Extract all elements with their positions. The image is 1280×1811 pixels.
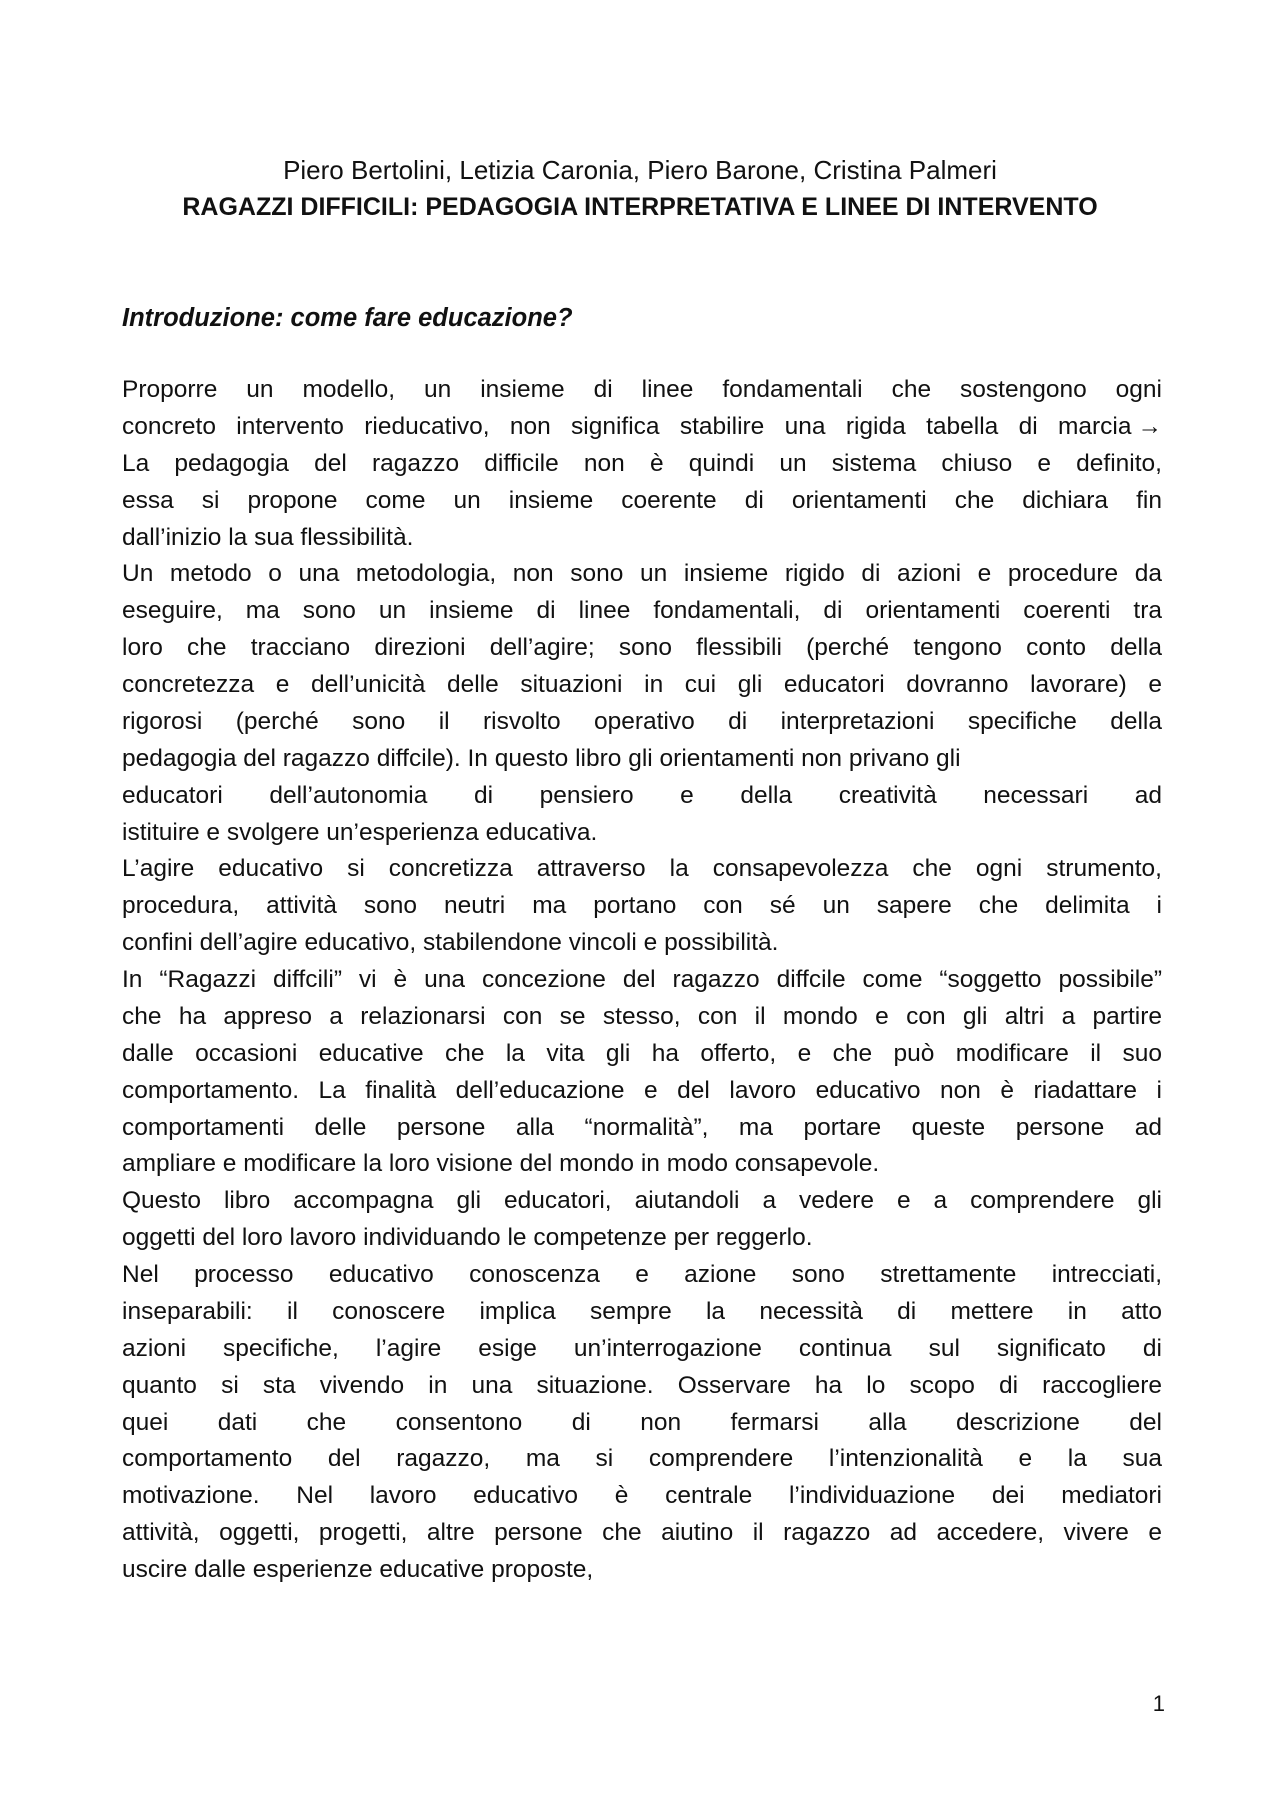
text-line-with-arrow	[122, 409, 1162, 446]
text-line: rigorosi (perché sono il risvolto operativo di interpretazioni specifiche della	[122, 707, 1162, 735]
text-line: istituire e svolgere un’esperienza educativa.	[122, 818, 598, 846]
text-line: ampliare e modificare la loro visione del mondo in modo consapevole.	[122, 1150, 880, 1178]
text-line: Nel processo educativo conoscenza e azione sono strettamente intrecciati,	[122, 1261, 1162, 1288]
text-line: quei dati che consentono di non fermarsi alla descrizione del	[122, 1408, 1162, 1436]
text-line: comportamento del ragazzo, ma si comprendere l’intenzionalità e la sua	[122, 1445, 1162, 1473]
text-line: confini dell’agire educativo, stabilendone vincoli e possibilità.	[122, 929, 779, 957]
text-line: Proporre un modello, un insieme di linee fondamentali che sostengono ogni	[122, 376, 1162, 403]
text-line: Un metodo o una metodologia, non sono un insieme rigido di azioni e procedure da	[122, 560, 1162, 588]
arrow-right-icon: →	[1137, 412, 1162, 440]
text-line: comportamenti delle persone alla “normalità”, ma portare queste persone ad	[122, 1113, 1162, 1141]
text-line: procedura, attività sono neutri ma portano con sé un sapere che delimita i	[122, 892, 1162, 920]
text-line: L’agire educativo si concretizza attraverso la consapevolezza che ogni strumento,	[122, 855, 1162, 883]
document-title: RAGAZZI DIFFICILI: PEDAGOGIA INTERPRETATIVA E LINEE DI INTERVENTO	[182, 193, 1098, 221]
text-line: dalle occasioni educative che la vita gli ha offerto, e che può modificare il suo	[122, 1039, 1162, 1067]
text-line: uscire dalle esperienze educative proposte,	[122, 1556, 594, 1583]
section-heading: Introduzione: come fare educazione?	[122, 304, 573, 332]
text-line-content: concreto intervento rieducativo, non significa stabilire una rigida tabella di marcia	[122, 412, 1132, 440]
text-line: motivazione. Nel lavoro educativo è centrale l’individuazione dei mediatori	[122, 1482, 1162, 1510]
text-line: comportamento. La finalità dell’educazione e del lavoro educativo non è riadattare i	[122, 1076, 1162, 1104]
text-line: essa si propone come un insieme coerente di orientamenti che dichiara fin	[122, 486, 1162, 514]
page-number: 1	[1152, 1691, 1165, 1716]
text-line: concretezza e dell’unicità delle situazioni in cui gli educatori dovranno lavorare) e	[122, 671, 1162, 698]
text-line: dall’inizio la sua flessibilità.	[122, 523, 414, 551]
text-line: oggetti del loro lavoro individuando le competenze per reggerlo.	[122, 1224, 813, 1252]
text-line: pedagogia del ragazzo diffcile). In questo libro gli orientamenti non privano gli	[122, 744, 961, 772]
text-line: La pedagogia del ragazzo difficile non è quindi un sistema chiuso e definito,	[122, 449, 1162, 477]
text-line: educatori dell’autonomia di pensiero e della creatività necessari ad	[122, 781, 1162, 809]
text-line: che ha appreso a relazionarsi con se stesso, con il mondo e con gli altri a partire	[122, 1002, 1162, 1030]
text-line: azioni specifiche, l’agire esige un’interrogazione continua sul significato di	[122, 1334, 1162, 1362]
text-line: inseparabili: il conoscere implica sempre la necessità di mettere in atto	[122, 1297, 1162, 1325]
body-text	[122, 372, 1162, 1589]
text-line: attività, oggetti, progetti, altre persone che aiutino il ragazzo ad accedere, vivere e	[122, 1519, 1162, 1547]
authors-line: Piero Bertolini, Letizia Caronia, Piero Barone, Cristina Palmeri	[283, 155, 997, 185]
text-line: loro che tracciano direzioni dell’agire; sono flessibili (perché tengono conto della	[122, 634, 1162, 662]
text-line: eseguire, ma sono un insieme di linee fondamentali, di orientamenti coerenti tra	[122, 597, 1162, 625]
text-line: Questo libro accompagna gli educatori, aiutandoli a vedere e a comprendere gli	[122, 1187, 1162, 1215]
text-line: In “Ragazzi diffcili” vi è una concezione del ragazzo diffcile come “soggetto possibile”	[122, 966, 1162, 993]
text-line: quanto si sta vivendo in una situazione. Osservare ha lo scopo di raccogliere	[122, 1371, 1162, 1399]
